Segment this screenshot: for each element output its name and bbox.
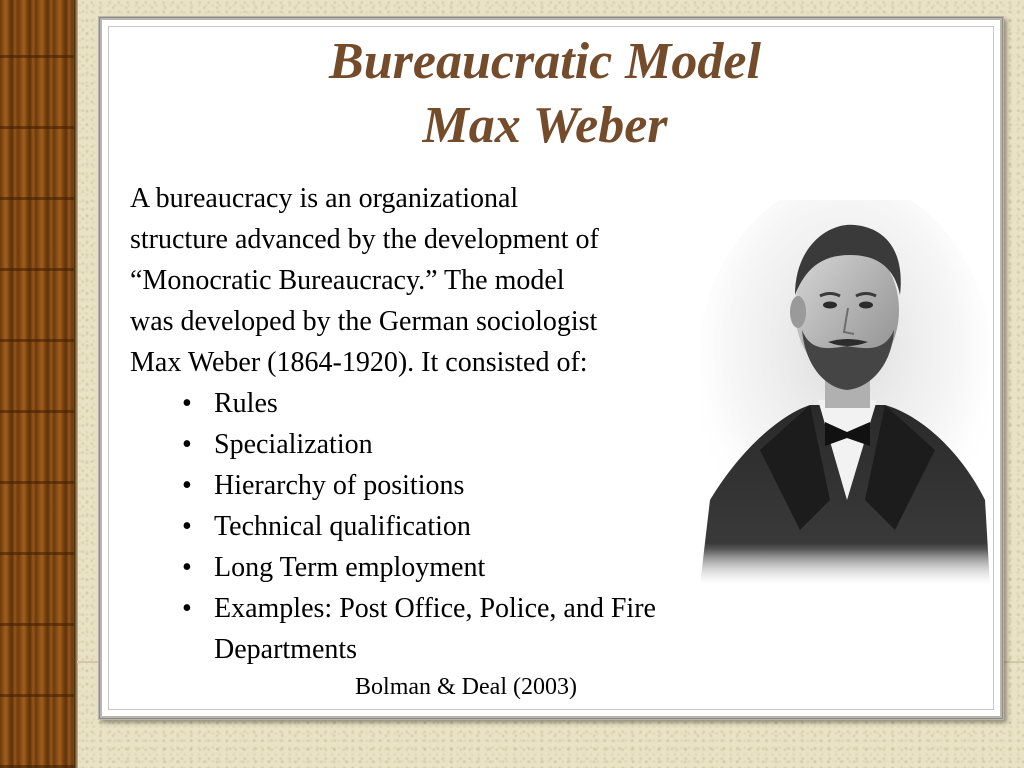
list-item [180,506,720,547]
list-item-text: Specialization [214,429,373,460]
paragraph-line: structure advanced by the development of [130,224,599,255]
paragraph-line: A bureaucracy is an organizational [130,183,519,214]
list-item-text: Rules [214,388,278,419]
paragraph [130,178,720,383]
paragraph-line: was developed by the German sociologist [130,306,598,337]
bullet-list [130,383,720,670]
slide-title [100,30,990,158]
list-item [180,424,720,465]
paragraph-line: “Monocratic Bureaucracy.” The model [130,265,565,296]
list-item-text: Long Term employment [214,552,486,583]
wood-border [0,0,77,768]
bullet-icon: • [182,552,192,583]
list-item [180,465,720,506]
title-line-2: Max Weber [422,97,668,154]
title-line-1: Bureaucratic Model [329,33,761,90]
slide-body [130,178,720,670]
list-item-text: Technical qualification [214,511,471,542]
list-item [180,588,720,670]
bullet-icon: • [182,470,192,501]
portrait-photo-icon [700,200,990,585]
wood-border-edge [74,0,78,768]
list-item [180,547,720,588]
list-item-text: Hierarchy of positions [214,470,465,501]
bullet-icon: • [182,511,192,542]
paragraph-line: Max Weber (1864-1920). It consisted of: [130,347,588,378]
list-item [180,383,720,424]
citation: Bolman & Deal (2003) [355,674,577,700]
bullet-icon: • [182,593,192,624]
list-item-text: Examples: Post Office, Police, and Fire Departments [214,593,656,665]
bullet-icon: • [182,388,192,419]
bullet-icon: • [182,429,192,460]
